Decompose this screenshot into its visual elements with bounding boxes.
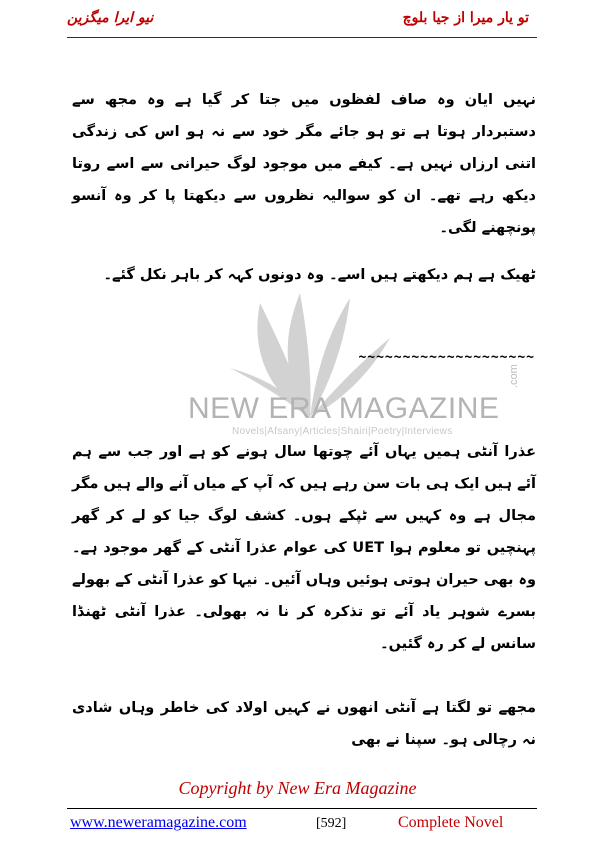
magazine-name: نیو ایرا میگزین bbox=[67, 10, 154, 26]
header-divider bbox=[67, 37, 537, 38]
paragraph-1: نہیں ایان وہ صاف لفظوں میں جتا کر گیا ہے وہ مجھ سے دستبردار ہوتا ہے تو ہو جائے مگر خود سے نہ ہو اس کی زندگی اتنی ارزاں نہیں ہے۔ کیفے میں موجود لوگ حیرانی سے اسے روتا دیکھ رہے تھے۔ ان کو سوالیہ نظروں سے دیکھتا پا کر وہ آنسو پونچھنے لگی۔ bbox=[72, 92, 536, 236]
complete-novel-label: Complete Novel bbox=[398, 814, 504, 831]
paragraph-3: عذرا آنٹی ہمیں یہاں آئے چوتھا سال ہونے کو ہے اور جب سے ہم آئے ہیں ایک ہی بات سن رہے ہیں کہ آپ کے میاں آنے والے ہیں مگر مجال ہے وہ کہیں سے ٹپکے ہوں۔ کشف لوگ جیا کو لے کر گھر پہنچیں تو معلوم ہوا UET کی عوام عذرا آنٹی کے گھر موجود ہے۔ وہ بھی حیران ہوتی ہوئیں وہاں آئیں۔ نیہا کو عذرا آنٹی کے بھولے بسرے شوہر یاد آئے تو تذکرہ کر نا نہ بھولی۔ عذرا آنٹی ٹھنڈا سانس لے کر رہ گئیں۔ bbox=[72, 444, 536, 652]
website-link[interactable]: www.neweramagazine.com bbox=[70, 814, 247, 831]
footer-divider bbox=[67, 808, 537, 809]
watermark-title: NEW ERA MAGAZINE bbox=[188, 392, 500, 425]
copyright-notice: Copyright by New Era Magazine bbox=[178, 778, 417, 798]
watermark-suffix: .com bbox=[508, 364, 520, 388]
paragraph-2: ٹھیک ہے ہم دیکھتے ہیں اسے۔ وہ دونوں کہہ کر باہر نکل گئے۔ bbox=[103, 267, 536, 283]
section-separator: ~~~~~~~~~~~~~~~~~~~~ bbox=[358, 350, 535, 365]
novel-title: تو یار میرا از جیا بلوچ bbox=[402, 10, 529, 26]
watermark-subtitle: Novels|Afsany|Articles|Shairi|Poetry|Interviews bbox=[232, 426, 453, 437]
page-number: [592] bbox=[316, 816, 347, 831]
paragraph-4: مجھے تو لگتا ہے آنٹی انھوں نے کہیں اولاد کی خاطر وہاں شادی نہ رچالی ہو۔ سپنا نے بھی bbox=[72, 700, 536, 748]
